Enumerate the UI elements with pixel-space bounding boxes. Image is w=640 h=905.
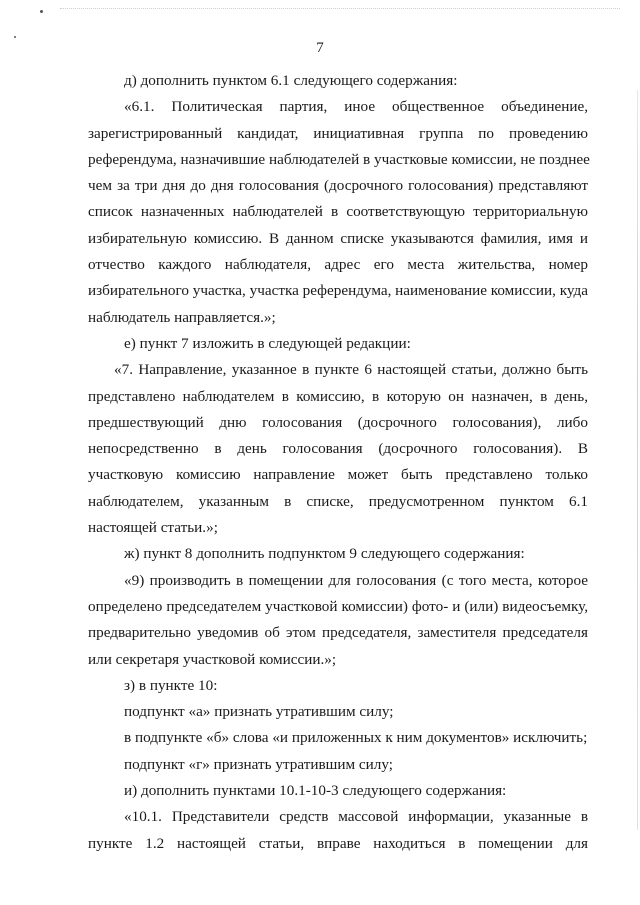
text-line: предшествующий дню голосования (досрочного голосования), либо: [88, 413, 588, 431]
text-line: избирательную комиссию. В данном списке указываются фамилия, имя и: [88, 229, 588, 247]
text-line: подпункт «г» признать утратившим силу;: [124, 755, 393, 773]
text-line: е) пункт 7 изложить в следующей редакции:: [124, 334, 411, 352]
text-line: представлено наблюдателем в комиссию, в которую он назначен, в день,: [88, 387, 588, 405]
text-line: наблюдатель направляется.»;: [88, 308, 276, 326]
text-line: предварительно уведомив об этом председателя, заместителя председателя: [88, 624, 588, 642]
text-line: отчество каждого наблюдателя, адрес его места жительства, номер: [88, 256, 588, 274]
text-line: чем за три дня до дня голосования (досрочного голосования) представляют: [88, 177, 588, 195]
text-line: и) дополнить пунктами 10.1-10-3 следующего содержания:: [124, 782, 507, 800]
text-line: з) в пункте 10:: [124, 676, 218, 694]
text-line: ж) пункт 8 дополнить подпунктом 9 следующего содержания:: [124, 545, 525, 563]
scan-top-marks: [60, 8, 620, 15]
text-line: «10.1. Представители средств массовой информации, указанные в: [124, 808, 588, 826]
text-line: настоящей статьи.»;: [88, 519, 218, 537]
text-line: определено председателем участковой комиссии) фото- и (или) видеосъемку,: [88, 597, 588, 615]
text-line: д) дополнить пунктом 6.1 следующего содержания:: [124, 72, 458, 89]
text-line: «7. Направление, указанное в пункте 6 настоящей статьи, должно быть: [114, 361, 588, 379]
text-line: в подпункте «б» слова «и приложенных к ним документов» исключить;: [124, 729, 588, 747]
text-line: список назначенных наблюдателей в соответствующую территориальную: [88, 203, 588, 221]
text-line: или секретаря участковой комиссии.»;: [88, 650, 337, 668]
text-line: пункте 1.2 настоящей статьи, вправе находиться в помещении для: [88, 834, 588, 852]
text-line: участковую комиссию направление может быть представлено только: [88, 466, 588, 484]
text-line: непосредственно в день голосования (досрочного голосования). В: [88, 440, 588, 458]
scan-dot: [14, 36, 16, 38]
text-line: избирательного участка, участка референдума, наименование комиссии, куда: [88, 282, 588, 300]
text-line: референдума, назначившие наблюдателей в участковые комиссии, не позднее: [88, 150, 590, 168]
text-line: зарегистрированный кандидат, инициативная группа по проведению: [88, 124, 588, 142]
scan-edge-line: [637, 90, 638, 830]
scan-dot: [40, 10, 43, 13]
text-line: «9) производить в помещении для голосования (с того места, которое: [124, 571, 588, 589]
text-line: подпункт «а» признать утратившим силу;: [124, 703, 394, 721]
text-line: «6.1. Политическая партия, иное общественное объединение,: [124, 98, 588, 116]
text-line: наблюдателем, указанным в списке, предусмотренном пунктом 6.1: [88, 492, 588, 510]
document-body: [88, 68, 588, 857]
page-number: 7: [316, 40, 324, 56]
